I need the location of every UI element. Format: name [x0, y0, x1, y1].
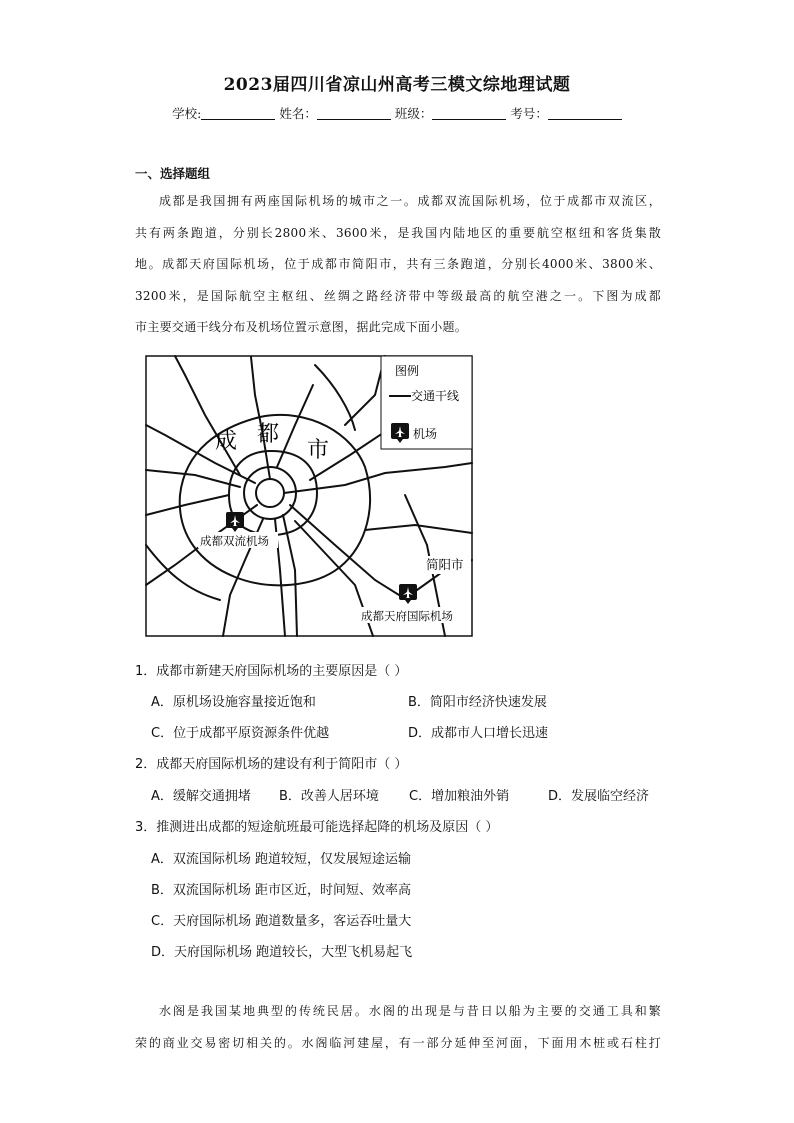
passage-2: [135, 996, 661, 1059]
passage-line: 地。成都天府国际机场，位于成都市简阳市，共有三条跑道，分别长4000米、3800米、: [135, 257, 661, 271]
passage-line: 共有两条跑道，分别长2800米、3600米，是我国内陆地区的重要航空枢纽和客货集散: [135, 225, 661, 240]
q3-option-a[interactable]: A．双流国际机场 跑道较短，仅发展短途运输: [151, 852, 412, 867]
city-char-1: 成: [215, 429, 238, 454]
q3-option-c[interactable]: C．天府国际机场 跑道数量多，客运吞吐量大: [151, 914, 412, 929]
q1-option-b[interactable]: B．简阳市经济快速发展: [408, 695, 547, 710]
q2-option-d[interactable]: D．发展临空经济: [548, 789, 650, 804]
student-info-line: [0, 104, 794, 122]
passage-line: 水阁是我国某地典型的传统民居。水阁的出现是与昔日以船为主要的交通工具和繁: [159, 1004, 661, 1018]
shuangliu-airport-label: 成都双流机场: [200, 534, 269, 548]
q2-option-c[interactable]: C．增加粮油外销: [409, 789, 510, 804]
q3-option-b[interactable]: B．双流国际机场 距市区近，时间短、效率高: [151, 883, 412, 898]
legend-title: 图例: [395, 364, 420, 378]
city-char-3: 市: [307, 438, 330, 463]
chengdu-transport-map: [145, 355, 473, 637]
name-blank[interactable]: [317, 107, 391, 120]
class-blank[interactable]: [432, 107, 506, 120]
q2-option-a[interactable]: A．缓解交通拥堵: [151, 789, 251, 804]
exam-number-blank[interactable]: [548, 107, 622, 120]
question-3: 3．推测进出成都的短途航班最可能选择起降的机场及原因（ ）: [135, 820, 499, 835]
passage-1: [135, 186, 661, 312]
legend-road-label: 交通干线: [411, 389, 460, 403]
page-title: 2023届四川省凉山州高考三模文综地理试题: [223, 75, 571, 95]
legend-airport-label: 机场: [413, 427, 438, 441]
jianyang-label: 简阳市: [426, 557, 464, 572]
question-2: 2．成都天府国际机场的建设有利于简阳市（ ）: [135, 757, 408, 772]
passage-line: 3200米，是国际航空主枢纽、丝绸之路经济带中等级最高的航空港之一。下图为成都: [135, 288, 661, 303]
section-heading: 一、选择题组: [135, 166, 211, 181]
q3-option-d[interactable]: D．天府国际机场 跑道较长，大型飞机易起飞: [151, 945, 413, 960]
tianfu-airport-label: 成都天府国际机场: [361, 609, 453, 623]
q1-option-a[interactable]: A．原机场设施容量接近饱和: [151, 695, 316, 710]
exam-number-label: 考号：: [510, 106, 548, 121]
passage-1-last: [135, 312, 661, 344]
school-label: 学校:: [172, 106, 202, 121]
passage-line: 荣的商业交易密切相关的。水阁临河建屋，有一部分延伸至河面，下面用木桩或石柱打: [135, 1035, 661, 1050]
q1-option-c[interactable]: C．位于成都平原资源条件优越: [151, 726, 330, 741]
q2-option-b[interactable]: B．改善人居环境: [279, 789, 379, 804]
q1-option-d[interactable]: D．成都市人口增长迅速: [408, 726, 549, 741]
school-blank[interactable]: [201, 107, 275, 120]
passage-line: 市主要交通干线分布及机场位置示意图，据此完成下面小题。: [135, 320, 468, 334]
passage-line: 成都是我国拥有两座国际机场的城市之一。成都双流国际机场，位于成都市双流区，: [159, 194, 661, 208]
name-label: 姓名：: [279, 106, 317, 121]
class-label: 班级：: [394, 106, 433, 121]
question-1: 1．成都市新建天府国际机场的主要原因是（ ）: [135, 664, 408, 679]
city-char-2: 都: [257, 422, 280, 447]
